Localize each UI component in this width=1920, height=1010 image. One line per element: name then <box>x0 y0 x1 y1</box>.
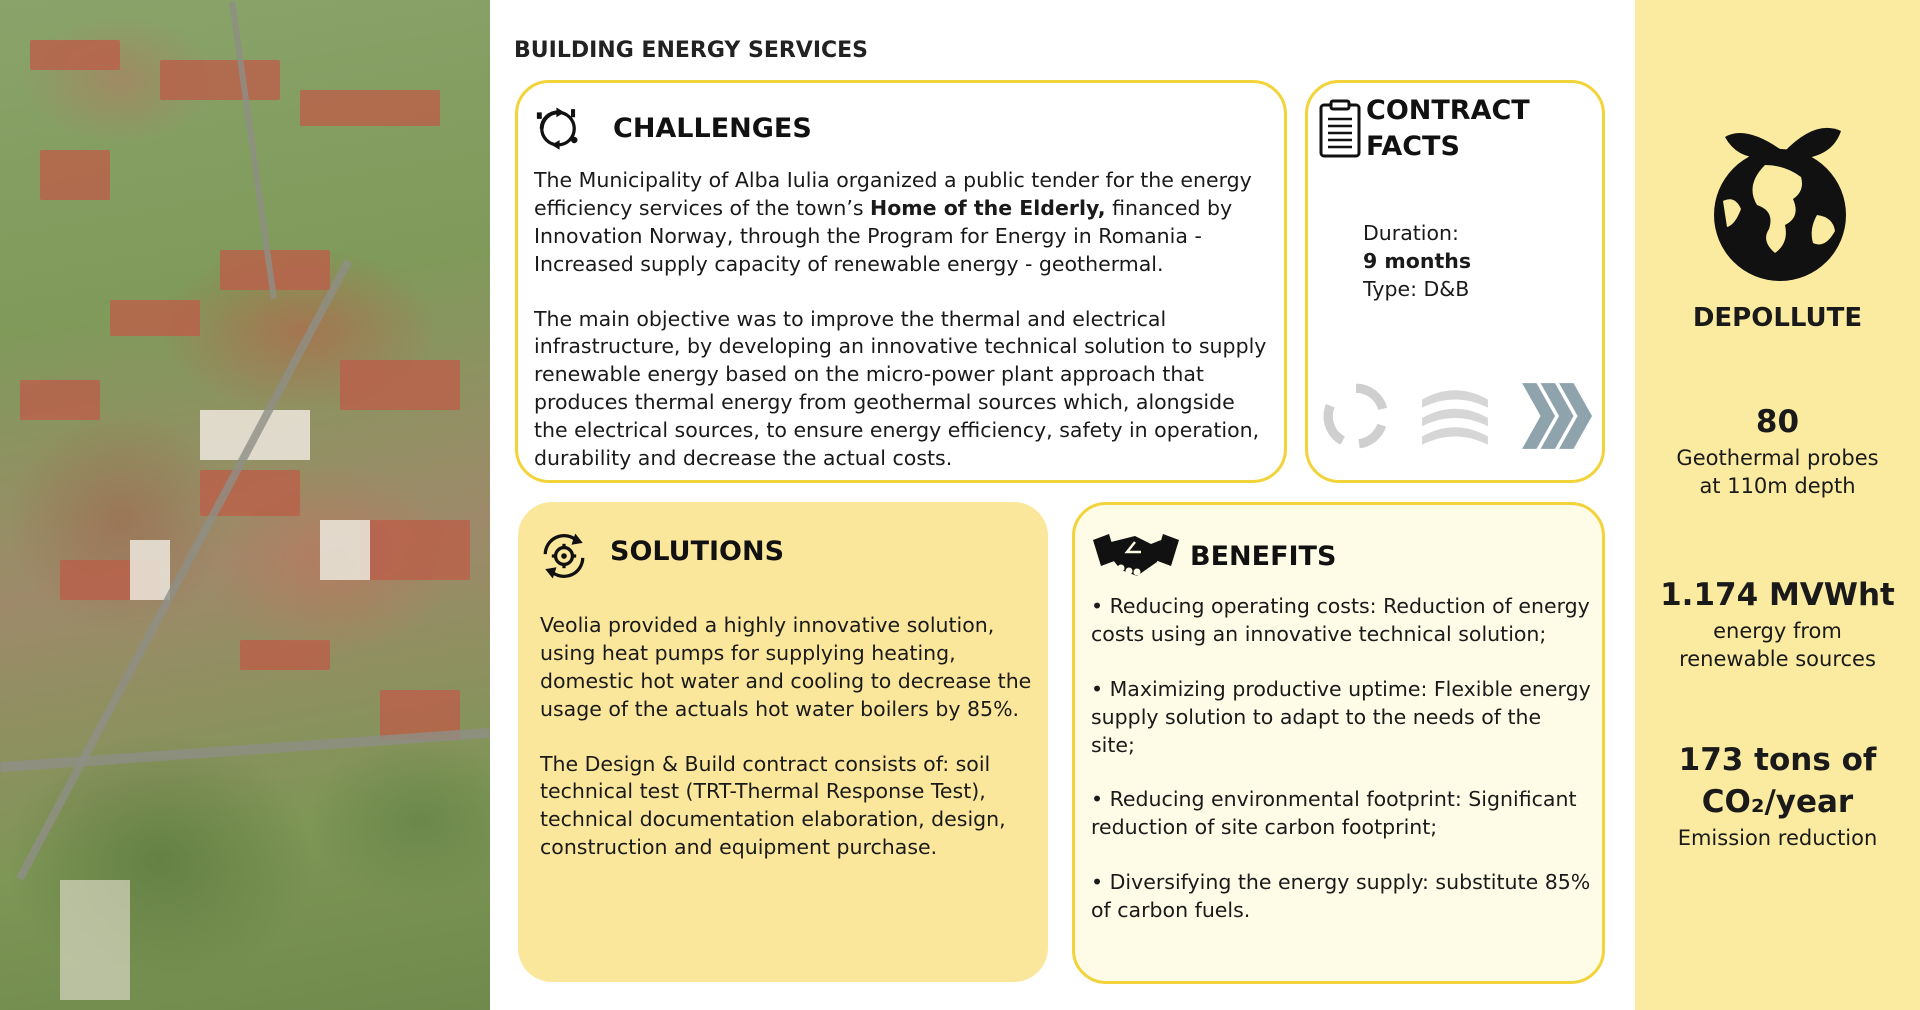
solutions-card <box>518 502 1048 982</box>
stat-energy <box>1635 575 1920 674</box>
solutions-title: SOLUTIONS <box>610 536 785 567</box>
chevrons-icon <box>1518 381 1592 451</box>
benefits-title: BENEFITS <box>1190 541 1337 572</box>
stat-emissions-value: 173 tons of <box>1678 742 1877 778</box>
gear-cycle-icon <box>534 526 594 586</box>
recycle-cycle-icon <box>532 101 584 153</box>
contract-details <box>1363 220 1583 304</box>
challenges-text <box>534 167 1274 500</box>
stats-panel <box>1635 0 1920 1010</box>
circle-arrows-icon <box>1320 380 1392 452</box>
stat-emissions-desc: Emission reduction <box>1677 825 1878 850</box>
contract-title-line2: FACTS <box>1366 131 1460 162</box>
benefits-list <box>1091 593 1591 952</box>
stat-energy-desc-2: renewable sources <box>1679 647 1876 672</box>
benefit-item: • Diversifying the energy supply: substitute 85% of carbon fuels. <box>1091 870 1591 922</box>
stat-energy-desc-1: energy from <box>1713 618 1842 643</box>
handshake-icon <box>1091 529 1181 581</box>
stat-probes-desc-1: Geothermal probes <box>1676 445 1879 470</box>
clipboard-icon <box>1318 99 1362 159</box>
stat-probes-desc-2: at 110m depth <box>1699 474 1856 499</box>
type-label: Type: D&B <box>1363 276 1470 301</box>
page-title: BUILDING ENERGY SERVICES <box>514 38 869 63</box>
challenges-title: CHALLENGES <box>613 113 812 144</box>
duration-value: 9 months <box>1363 248 1472 273</box>
solutions-paragraph-1: Veolia provided a highly innovative solution, using heat pumps for supplying heating, domestic hot water and cooling to decrease the usage of the actuals hot water boilers by 85%. <box>540 613 1032 721</box>
stat-energy-value: 1.174 MVWht <box>1660 577 1895 613</box>
stat-probes-value: 80 <box>1755 404 1800 440</box>
challenges-card <box>515 80 1287 483</box>
earth-leaf-icon <box>1705 125 1855 285</box>
benefit-item: • Reducing operating costs: Reduction of energy costs using an innovative technical solution; <box>1091 594 1590 646</box>
waves-icon <box>1418 383 1492 449</box>
stat-probes <box>1635 402 1920 501</box>
contract-title-line1: CONTRACT <box>1366 95 1530 126</box>
stat-emissions-value-2: CO₂/year <box>1701 783 1854 820</box>
benefit-item: • Reducing environmental footprint: Significant reduction of site carbon footprint; <box>1091 787 1577 840</box>
stat-emissions <box>1635 740 1920 852</box>
contract-facts-card <box>1305 80 1605 483</box>
solutions-paragraph-2: The Design & Build contract consists of: soil technical test (TRT-Thermal Response Test), technical documentation elaboration, design, construction and equipment purchase. <box>540 751 1006 860</box>
benefits-card <box>1072 502 1605 984</box>
duration-label: Duration: <box>1363 221 1459 245</box>
aerial-city-photo <box>0 0 490 1010</box>
solutions-text <box>540 612 1035 889</box>
challenges-paragraph-1: The Municipality of Alba Iulia organized a public tender for the energy efficiency services of the town’s Home of the Elderly, financed by Innovation Norway, through the Program for Energy in Romania - Increased supply capacity of renewable energy - geothermal. <box>534 168 1252 276</box>
depollute-label: DEPOLLUTE <box>1692 303 1863 333</box>
challenges-paragraph-2: The main objective was to improve the thermal and electrical infrastructure, by developing an innovative technical solution to supply renewable energy based on the micro-power plant approach that produces thermal energy from geothermal sources which, alongside the electrical sources, to ensure energy efficiency, safety in operation, durability and decrease the actual costs. <box>534 306 1267 470</box>
benefit-item: • Maximizing productive uptime: Flexible energy supply solution to adapt to the needs of the site; <box>1091 676 1591 757</box>
